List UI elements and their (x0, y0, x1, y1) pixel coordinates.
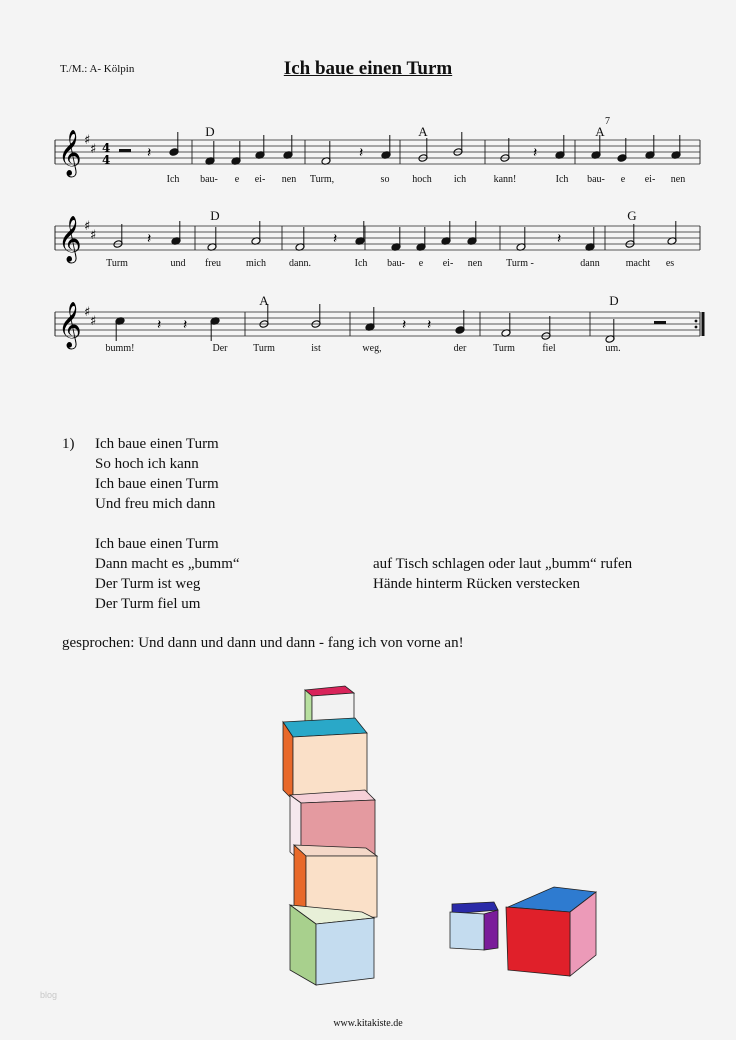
verse-line-6: Dann macht es „bumm“ (95, 556, 240, 572)
block-2 (283, 718, 367, 800)
action-line-2: Hände hinterm Rücken verstecken (373, 576, 581, 592)
quarter-rest-icon: 𝄽 (427, 317, 432, 333)
verse-number: 1) (62, 436, 75, 452)
quarter-rest-icon: 𝄽 (359, 145, 364, 161)
song-title: Ich baue einen Turm (283, 58, 453, 79)
lyric-syllable: Turm (493, 343, 515, 354)
action-line-1: auf Tisch schlagen oder laut „bumm“ rufen (373, 556, 633, 572)
sharp-f-icon: ♯ (84, 133, 91, 148)
sharp-f-icon: ♯ (84, 219, 91, 234)
lyric-syllable: Ich (555, 174, 569, 185)
chord-symbol: D (210, 208, 220, 223)
chord-symbol: A (418, 124, 428, 139)
lyric-syllable: es (665, 258, 675, 269)
time-signature-bottom: 4 (102, 153, 111, 167)
quarter-rest-icon: 𝄽 (183, 317, 188, 333)
verse-line-5: Ich baue einen Turm (95, 536, 219, 552)
lyric-syllable: nen (467, 258, 483, 269)
lyric-syllable: bau- (387, 258, 405, 269)
website-footer: www.kitakiste.de (333, 1018, 403, 1029)
lyric-syllable: Der (212, 343, 228, 354)
lyric-syllable: hoch (412, 174, 432, 185)
quarter-rest-icon: 𝄽 (147, 231, 152, 247)
chord-symbol: D (609, 293, 619, 308)
sharp-c-icon: ♯ (90, 142, 97, 157)
lyric-syllable: Turm (253, 343, 275, 354)
sharp-c-icon: ♯ (90, 228, 97, 243)
lyric-syllable: ei- (442, 258, 454, 269)
quarter-rest-icon: 𝄽 (157, 317, 162, 333)
chord-symbol: G (627, 208, 637, 223)
sharp-c-icon: ♯ (90, 314, 97, 329)
lyric-syllable: freu (204, 258, 222, 269)
quarter-rest-icon: 𝄽 (402, 317, 407, 333)
sharp-f-icon: ♯ (84, 305, 91, 320)
treble-clef-icon: 𝄞 (58, 130, 82, 176)
chord-seventh-superscript: 7 (605, 116, 610, 127)
verse-line-7: Der Turm ist weg (95, 576, 201, 592)
watermark: blog (40, 990, 58, 1000)
lyric-syllable: nen (281, 174, 297, 185)
spoken-line: gesprochen: Und dann und dann und dann - fang ich von vorne an! (62, 635, 464, 651)
lyric-syllable: bau- (200, 174, 218, 185)
treble-clef-icon: 𝄞 (58, 216, 82, 262)
quarter-rest-icon: 𝄽 (147, 145, 152, 161)
lyric-syllable: ich (453, 174, 467, 185)
quarter-rest-icon: 𝄽 (533, 145, 538, 161)
verse-line-2: So hoch ich kann (95, 456, 199, 472)
lyric-syllable: bau- (587, 174, 605, 185)
lyric-syllable: und (170, 258, 186, 269)
lyric-syllable: macht (625, 258, 651, 269)
verse-line-1: Ich baue einen Turm (95, 436, 219, 452)
chord-symbol: D (205, 124, 215, 139)
lyric-syllable: ei- (644, 174, 656, 185)
verse-line-8: Der Turm fiel um (95, 596, 201, 612)
treble-clef-icon: 𝄞 (58, 302, 82, 348)
lyric-syllable: Ich (354, 258, 368, 269)
lyric-syllable: fiel (542, 343, 556, 354)
verse-line-3: Ich baue einen Turm (95, 476, 219, 492)
lyric-syllable: mich (246, 258, 266, 269)
lyric-syllable: bumm! (105, 343, 135, 354)
lyric-syllable: e (234, 174, 240, 185)
lyric-syllable: der (453, 343, 467, 354)
lyric-syllable: Turm, (309, 174, 335, 185)
quarter-rest-icon: 𝄽 (557, 231, 562, 247)
quarter-rest-icon: 𝄽 (333, 231, 338, 247)
verse-line-4: Und freu mich dann (95, 496, 216, 512)
lyric-syllable: kann! (493, 174, 517, 185)
lyric-syllable: so (380, 174, 390, 185)
lyric-syllable: dann. (289, 258, 311, 269)
chord-symbol: A (259, 293, 269, 308)
lyric-syllable: weg, (362, 343, 382, 354)
lyric-syllable: e (620, 174, 626, 185)
author-credit: T./M.: A- Kölpin (60, 63, 135, 75)
lyric-syllable: ei- (254, 174, 266, 185)
lyric-syllable: Ich (166, 174, 180, 185)
time-signature-top: 4 (102, 141, 111, 155)
lyric-syllable: e (418, 258, 424, 269)
chord-symbol: A (595, 124, 605, 139)
lyric-syllable: um. (605, 343, 621, 354)
lyric-syllable: dann (580, 258, 600, 269)
lyric-syllable: Turm (106, 258, 128, 269)
block-5 (290, 905, 374, 985)
lyric-syllable: Turm - (506, 258, 534, 269)
block-small-blue (450, 902, 498, 950)
lyric-syllable: nen (670, 174, 686, 185)
lyric-syllable: ist (311, 343, 321, 354)
block-big-red (506, 887, 596, 976)
